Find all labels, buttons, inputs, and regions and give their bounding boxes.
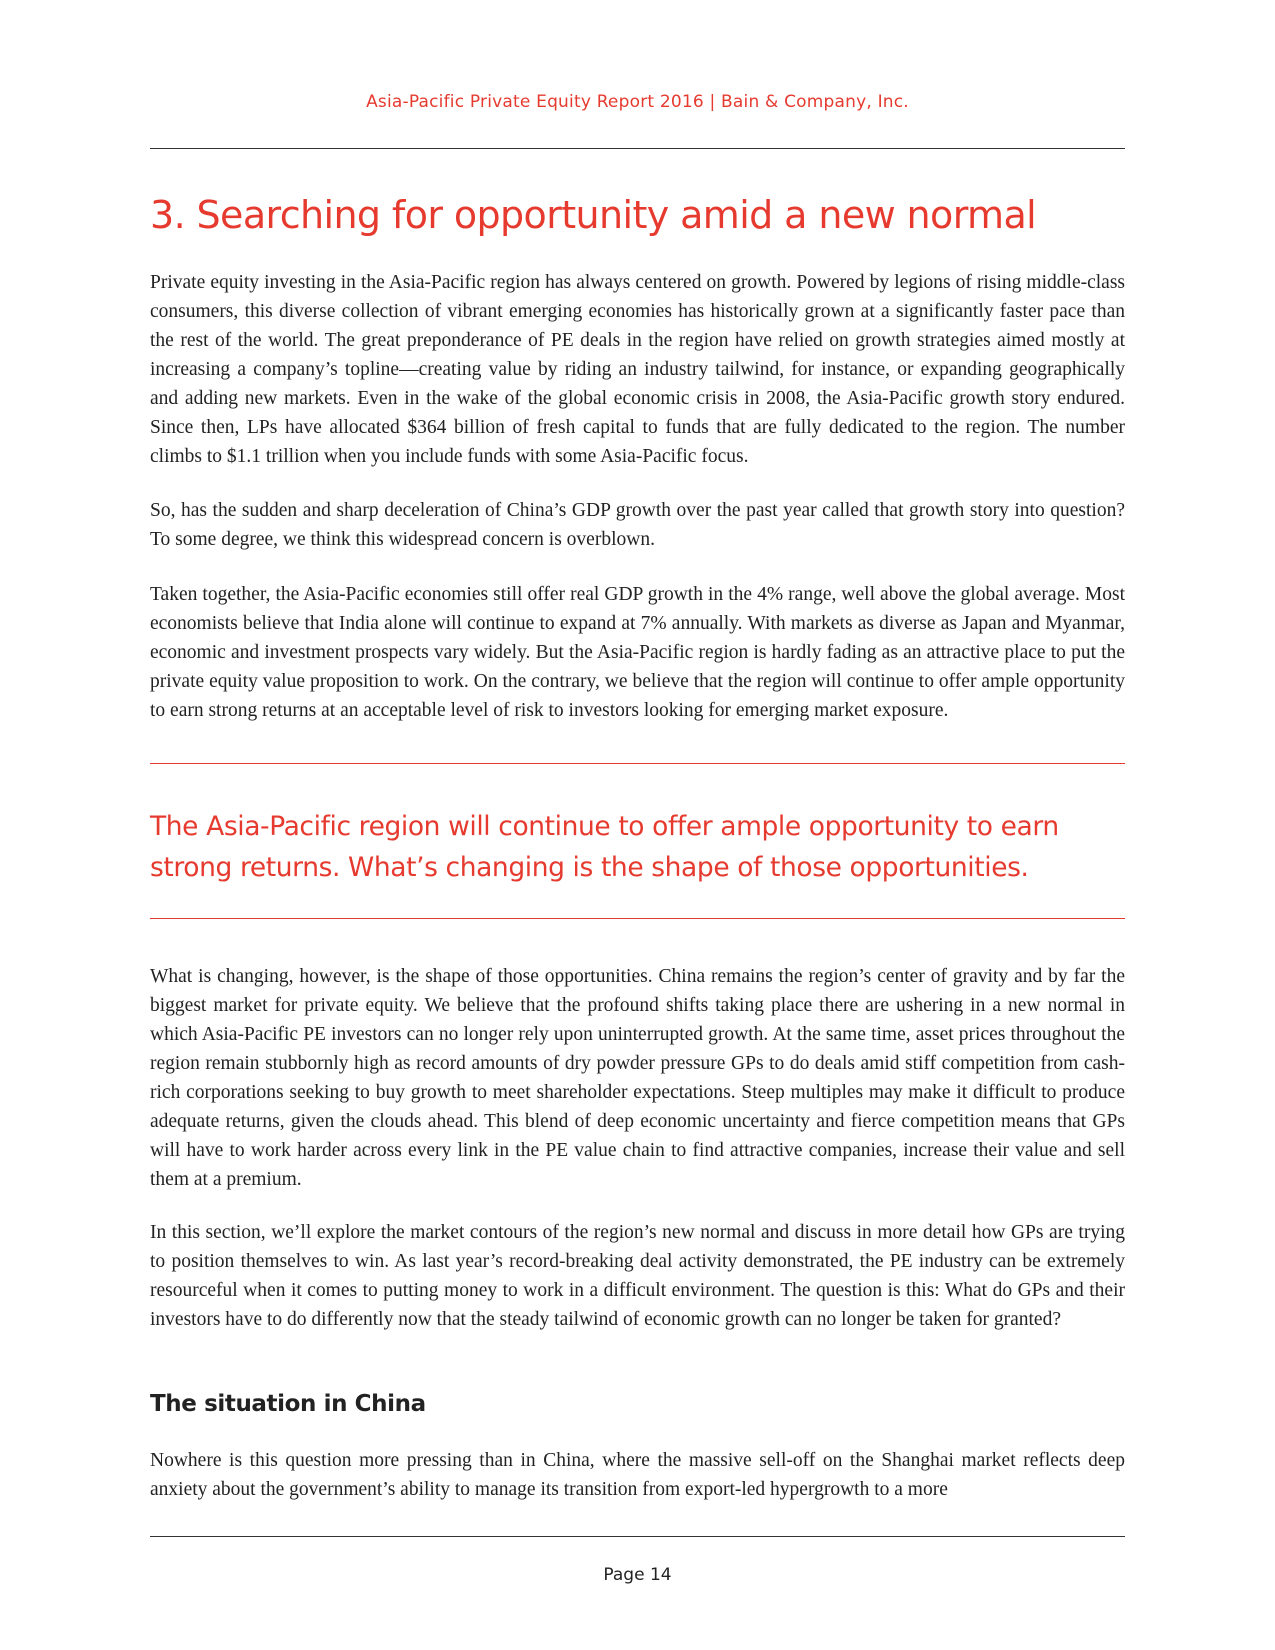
section-title: 3. Searching for opportunity amid a new normal	[150, 193, 1037, 237]
body-paragraph: So, has the sudden and sharp deceleration of China’s GDP growth over the past year called that growth story into question? To some degree, we think this widespread concern is overblown.	[150, 500, 1125, 550]
pull-quote: The Asia-Pacific region will continue to offer ample opportunity to earn strong returns. What’s changing is the shape of those opportunities.	[150, 811, 1059, 883]
page-number: Page 14	[603, 1565, 672, 1585]
pullquote-top-rule	[150, 763, 1125, 764]
pullquote-bottom-rule	[150, 918, 1125, 919]
body-paragraph: Private equity investing in the Asia-Pacific region has always centered on growth. Powered by legions of rising middle-class consumers, this diverse collection of vibrant emerging economies has historically grown at a significantly faster pace than the rest of the world. The great preponderance of PE deals in the region have relied on growth strategies aimed mostly at increasing a company’s topline—creating value by riding an industry tailwind, for instance, or expanding geographically and adding new markets. Even in the wake of the global economic crisis in 2008, the Asia-Pacific growth story endured. Since then, LPs have allocated $364 billion of fresh capital to funds that are fully dedicated to the region. The number climbs to $1.1 trillion when you include funds with some Asia-Pacific focus.	[150, 272, 1125, 467]
body-paragraph: In this section, we’ll explore the market contours of the region’s new normal and discuss in more detail how GPs are trying to position themselves to win. As last year’s record-breaking deal activity demonstrated, the PE industry can be extremely resourceful when it comes to putting money to work in a difficult environment. The question is this: What do GPs and their investors have to do differently now that the steady tailwind of economic growth can no longer be taken for granted?	[150, 1222, 1125, 1330]
body-paragraph: What is changing, however, is the shape of those opportunities. China remains the region’s center of gravity and by far the biggest market for private equity. We believe that the profound shifts taking place there are ushering in a new normal in which Asia-Pacific PE investors can no longer rely upon uninterrupted growth. At the same time, asset prices throughout the region remain stubbornly high as record amounts of dry powder pressure GPs to do deals amid stiff competition from cash-rich corporations seeking to buy growth to meet shareholder expectations. Steep multiples may make it difficult to produce adequate returns, given the clouds ahead. This blend of deep economic uncertainty and fierce competition means that GPs will have to work harder across every link in the PE value chain to find attractive companies, increase their value and sell them at a premium.	[150, 966, 1125, 1190]
running-header: Asia-Pacific Private Equity Report 2016 | Bain & Company, Inc.	[366, 92, 909, 112]
body-paragraph: Taken together, the Asia-Pacific economies still offer real GDP growth in the 4% range, well above the global average. Most economists believe that India alone will continue to expand at 7% annually. With markets as diverse as Japan and Myanmar, economic and investment prospects vary widely. But the Asia-Pacific region is hardly fading as an attractive place to put the private equity value proposition to work. On the contrary, we believe that the region will continue to offer ample opportunity to earn strong returns at an acceptable level of risk to investors looking for emerging market exposure.	[150, 584, 1125, 721]
subsection-heading: The situation in China	[150, 1391, 426, 1417]
footer-divider	[150, 1536, 1125, 1537]
body-paragraph: Nowhere is this question more pressing than in China, where the massive sell-off on the Shanghai market reflects deep anxiety about the government’s ability to manage its transition from export-led hypergrowth to a more	[150, 1450, 1125, 1500]
header-divider	[150, 148, 1125, 149]
